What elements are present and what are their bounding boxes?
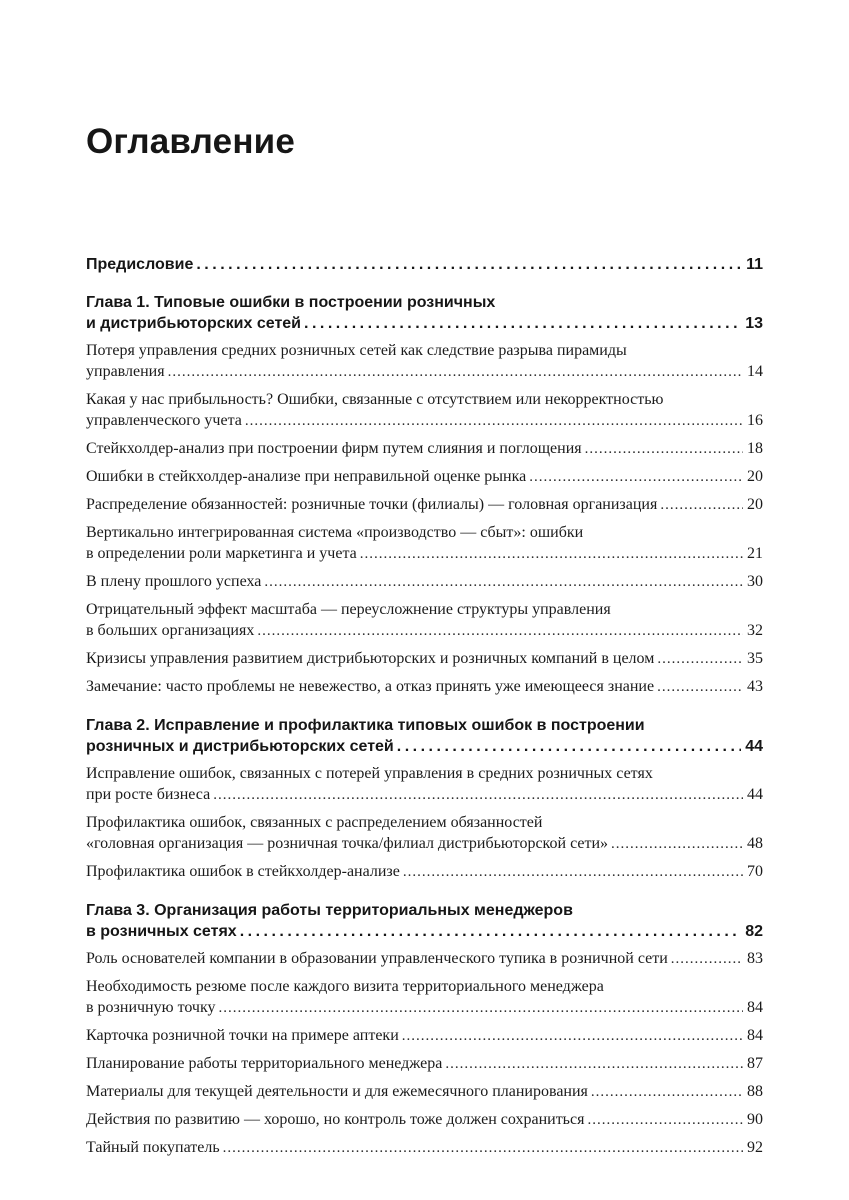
dot-leader	[304, 313, 741, 334]
toc-page-number: 70	[747, 863, 763, 880]
toc-entry	[86, 438, 763, 460]
toc-page-number: 18	[747, 440, 763, 457]
dot-leader	[529, 466, 743, 488]
toc-entry	[86, 494, 763, 516]
toc-entry-line: Глава 3. Организация работы территориальных менеджеров	[86, 902, 573, 919]
dot-leader	[587, 1109, 743, 1131]
toc-chapter-entry	[86, 715, 763, 757]
toc-entry-text: Стейкхолдер-анализ при построении фирм путем слияния и поглощения	[86, 440, 582, 457]
dot-leader	[585, 438, 743, 460]
toc-entry	[86, 599, 763, 642]
toc-entry-last-line	[86, 997, 763, 1019]
toc-entry-last-line	[86, 921, 763, 942]
toc-entry	[86, 389, 763, 432]
toc-entry-last-line	[86, 438, 763, 460]
toc-entry	[86, 340, 763, 383]
page-title: Оглавление	[86, 122, 296, 161]
dot-leader	[360, 543, 743, 565]
toc-entry	[86, 976, 763, 1019]
toc-entry-last-line	[86, 254, 763, 275]
toc-entry	[86, 812, 763, 855]
toc-entry-text: «головная организация — розничная точка/филиал дистрибьюторской сети»	[86, 835, 609, 852]
toc-entry-text: розничных и дистрибьюторских сетей	[86, 738, 394, 755]
dot-leader	[196, 254, 742, 275]
toc-entry-last-line	[86, 948, 763, 970]
toc-entry-last-line	[86, 313, 763, 334]
toc-entry	[86, 948, 763, 970]
toc-entry	[86, 466, 763, 488]
toc-page-number: 44	[745, 738, 763, 755]
dot-leader	[657, 676, 743, 698]
toc-entry-line: Какая у нас прибыльность? Ошибки, связанные с отсутствием или некорректностью	[86, 391, 664, 408]
toc-page-number: 90	[747, 1111, 763, 1128]
toc-entry-line: Вертикально интегрированная система «производство — сбыт»: ошибки	[86, 524, 584, 541]
toc-page-number: 30	[747, 573, 763, 590]
toc-entry-text: Карточка розничной точки на примере аптеки	[86, 1027, 399, 1044]
toc-entry-last-line	[86, 861, 763, 883]
toc-page-number: 35	[747, 650, 763, 667]
toc-page-number: 48	[747, 835, 763, 852]
toc-entry-text: Распределение обязанностей: розничные точки (филиалы) — головная организация	[86, 496, 658, 513]
dot-leader	[257, 620, 743, 642]
toc-page-number: 14	[747, 363, 763, 380]
toc-page	[86, 122, 763, 1165]
toc-entry-text: Предисловие	[86, 256, 194, 273]
toc-entry-text: Тайный покупатель	[86, 1139, 220, 1156]
toc-page-number: 88	[747, 1083, 763, 1100]
toc-list	[86, 254, 763, 1159]
dot-leader	[219, 997, 743, 1019]
toc-page-number: 43	[747, 678, 763, 695]
toc-page-number: 20	[747, 496, 763, 513]
toc-chapter-entry	[86, 900, 763, 942]
toc-entry-last-line	[86, 676, 763, 698]
toc-entry-last-line	[86, 648, 763, 670]
toc-page-number: 84	[747, 999, 763, 1016]
toc-entry-text: Замечание: часто проблемы не невежество, а отказ принять уже имеющееся знание	[86, 678, 655, 695]
toc-entry-text: Профилактика ошибок в стейкхолдер-анализе	[86, 863, 400, 880]
toc-entry-line: Глава 1. Типовые ошибки в построении розничных	[86, 294, 496, 311]
dot-leader	[223, 1137, 743, 1159]
toc-entry-text: управленческого учета	[86, 412, 242, 429]
toc-entry	[86, 522, 763, 565]
toc-entry-last-line	[86, 410, 763, 432]
toc-entry-text: Роль основателей компании в образовании управленческого тупика в розничной сети	[86, 950, 668, 967]
toc-page-number: 83	[747, 950, 763, 967]
toc-entry-text: и дистрибьюторских сетей	[86, 315, 302, 332]
toc-page-number: 13	[745, 315, 763, 332]
toc-page-number: 44	[747, 786, 763, 803]
dot-leader	[240, 921, 742, 942]
toc-entry-text: Планирование работы территориального менеджера	[86, 1055, 443, 1072]
toc-entry	[86, 676, 763, 698]
toc-entry	[86, 1081, 763, 1103]
dot-leader	[611, 833, 743, 855]
toc-entry-line: Необходимость резюме после каждого визита территориального менеджера	[86, 978, 604, 995]
toc-entry	[86, 1053, 763, 1075]
toc-page-number: 84	[747, 1027, 763, 1044]
dot-leader	[403, 861, 743, 883]
toc-entry-last-line	[86, 543, 763, 565]
toc-entry-last-line	[86, 1137, 763, 1159]
toc-page-number: 87	[747, 1055, 763, 1072]
toc-entry-text: Кризисы управления развитием дистрибьюторских и розничных компаний в целом	[86, 650, 655, 667]
toc-page-number: 20	[747, 468, 763, 485]
toc-entry-last-line	[86, 466, 763, 488]
toc-entry-line: Потеря управления средних розничных сетей как следствие разрыва пирамиды	[86, 342, 627, 359]
dot-leader	[657, 648, 743, 670]
toc-entry-last-line	[86, 784, 763, 806]
toc-page-number: 92	[747, 1139, 763, 1156]
dot-leader	[397, 736, 741, 757]
toc-entry-text: в определении роли маркетинга и учета	[86, 545, 357, 562]
toc-entry	[86, 861, 763, 883]
dot-leader	[660, 494, 743, 516]
toc-entry-text: при росте бизнеса	[86, 786, 211, 803]
toc-entry-line: Отрицательный эффект масштаба — переусложнение структуры управления	[86, 601, 611, 618]
toc-entry-text: Ошибки в стейкхолдер-анализе при неправильной оценке рынка	[86, 468, 527, 485]
toc-entry-text: В плену прошлого успеха	[86, 573, 262, 590]
toc-entry	[86, 1137, 763, 1159]
dot-leader	[168, 361, 743, 383]
toc-entry-last-line	[86, 620, 763, 642]
toc-entry	[86, 648, 763, 670]
toc-chapter-entry	[86, 254, 763, 275]
toc-entry	[86, 571, 763, 593]
dot-leader	[213, 784, 743, 806]
toc-chapter-entry	[86, 292, 763, 334]
toc-entry	[86, 1109, 763, 1131]
toc-entry-text: в больших организациях	[86, 622, 255, 639]
toc-entry-last-line	[86, 1025, 763, 1047]
toc-entry-text: Материалы для текущей деятельности и для ежемесячного планирования	[86, 1083, 588, 1100]
toc-entry-text: в розничную точку	[86, 999, 216, 1016]
dot-leader	[245, 410, 743, 432]
toc-entry-line: Глава 2. Исправление и профилактика типовых ошибок в построении	[86, 717, 645, 734]
toc-entry-last-line	[86, 571, 763, 593]
toc-entry-text: Действия по развитию — хорошо, но контроль тоже должен сохраниться	[86, 1111, 585, 1128]
toc-entry-text: управления	[86, 363, 165, 380]
toc-entry-last-line	[86, 1081, 763, 1103]
toc-entry-last-line	[86, 833, 763, 855]
toc-page-number: 11	[746, 256, 763, 273]
toc-page-number: 16	[747, 412, 763, 429]
toc-entry-line: Исправление ошибок, связанных с потерей управления в средних розничных сетях	[86, 765, 653, 782]
dot-leader	[671, 948, 743, 970]
toc-entry	[86, 763, 763, 806]
dot-leader	[402, 1025, 743, 1047]
dot-leader	[445, 1053, 743, 1075]
toc-page-number: 82	[745, 923, 763, 940]
dot-leader	[591, 1081, 743, 1103]
toc-entry-last-line	[86, 1053, 763, 1075]
dot-leader	[264, 571, 743, 593]
toc-page-number: 21	[747, 545, 763, 562]
toc-entry-last-line	[86, 1109, 763, 1131]
toc-entry-line: Профилактика ошибок, связанных с распределением обязанностей	[86, 814, 543, 831]
toc-entry-last-line	[86, 494, 763, 516]
toc-entry-text: в розничных сетях	[86, 923, 237, 940]
toc-page-number: 32	[747, 622, 763, 639]
toc-entry-last-line	[86, 736, 763, 757]
toc-entry-last-line	[86, 361, 763, 383]
toc-entry	[86, 1025, 763, 1047]
